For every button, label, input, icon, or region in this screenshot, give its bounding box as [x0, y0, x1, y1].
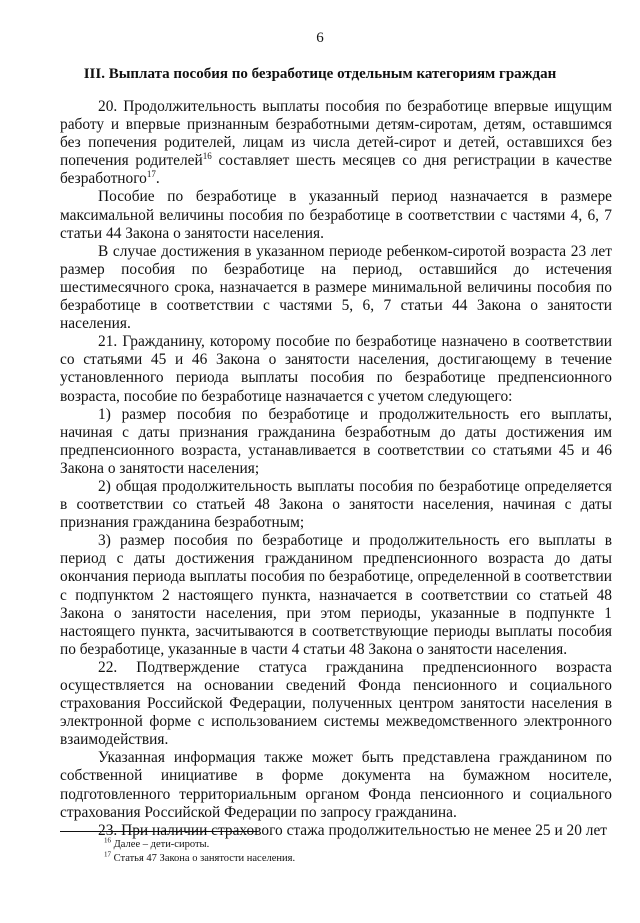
- footnote-ref-17: 17: [146, 169, 156, 180]
- document-body: [60, 98, 612, 840]
- footnote-text: Статья 47 Закона о занятости населения.: [111, 852, 296, 864]
- section-title: III. Выплата пособия по безработице отдельным категориям граждан: [83, 66, 557, 82]
- paragraph-21: 21. Гражданину, которому пособие по безработице назначено в соответствии со статьями 45 и 46 Закона о занятости населения, достигающему в течение установленного периода выплаты пособия по безработице предпенсионного возраста, пособие по безработице назначается с учетом следующего:: [60, 333, 612, 405]
- footnotes: [104, 838, 604, 865]
- paragraph: Указанная информация также может быть представлена гражданином по собственной инициативе в форме документа на бумажном носителе, подготовленного территориальным органом Фонда пенсионного и социального страхования Российской Федерации по запросу гражданина.: [60, 749, 612, 821]
- paragraph: Пособие по безработице в указанный период назначается в размере максимальной величины пособия по безработице в соответствии с частями 4, 6, 7 статьи 44 Закона о занятости населения.: [60, 188, 612, 242]
- paragraph-text: составляет шесть месяцев со дня регистрации в качестве безработного: [60, 152, 613, 188]
- footnote-mark: 16: [104, 836, 111, 845]
- paragraph-22: 22. Подтверждение статуса гражданина предпенсионного возраста осуществляется на основании сведений Фонда пенсионного и социального страхования Российской Федерации, полученных центром занятости населения в электронной форме с использованием системы межведомственного электронного взаимодействия.: [60, 658, 612, 749]
- page-number: 6: [316, 30, 324, 46]
- list-item-2: 2) общая продолжительность выплаты пособия по безработице определяется в соответствии со статьей 48 Закона о занятости населения, начиная с даты признания гражданина безработным;: [60, 477, 612, 532]
- footnote-mark: 17: [104, 850, 111, 858]
- footnote-text: Далее – дети-сироты.: [111, 839, 210, 850]
- paragraph-text: .: [155, 170, 160, 188]
- list-item-1: 1) размер пособия по безработице и продолжительность его выплаты, начиная с даты признания гражданина безработным до даты достижения им предпенсионного возраста, устанавливается в соответствии со статьями 45 и 46 Закона о занятости населения;: [60, 405, 612, 477]
- paragraph-text: 20. Продолжительность выплаты пособия по безработице впервые ищущим работу и впервые признанным безработными детям-сиротам, детям, оставшимся без попечения родителей, лицам из числа детей-сирот и детей, оставшихся без попечения родителей: [60, 98, 612, 170]
- footnote-17: [104, 852, 604, 866]
- paragraph: В случае достижения в указанном периоде ребенком-сиротой возраста 23 лет размер пособия по безработице на период, оставшийся до истечения шестимесячного срока, назначается в размере минимальной величины пособия по безработице в соответствии с частями 5, 6, 7 статьи 44 Закона о занятости населения.: [60, 242, 612, 333]
- list-item-3: 3) размер пособия по безработице и продолжительность его выплаты в период с даты достижения гражданином предпенсионного возраста до даты окончания периода выплаты пособия по безработице, определенной в соответствии с подпунктом 2 настоящего пункта, назначается в соответствии со статьей 48 Закона о занятости населения, при этом периоды, указанные в подпункте 1 настоящего пункта, засчитываются в соответствующие периоды выплаты пособия по безработице, указанные в части 4 статьи 48 Закона о занятости населения.: [60, 532, 612, 658]
- footnote-divider: [60, 831, 258, 832]
- paragraph-23: 23. При наличии страхового стажа продолжительностью не менее 25 и 20 лет: [98, 821, 608, 839]
- paragraph-20: [60, 98, 612, 188]
- footnote-ref-16: 16: [202, 151, 212, 162]
- footnote-16: [104, 838, 604, 852]
